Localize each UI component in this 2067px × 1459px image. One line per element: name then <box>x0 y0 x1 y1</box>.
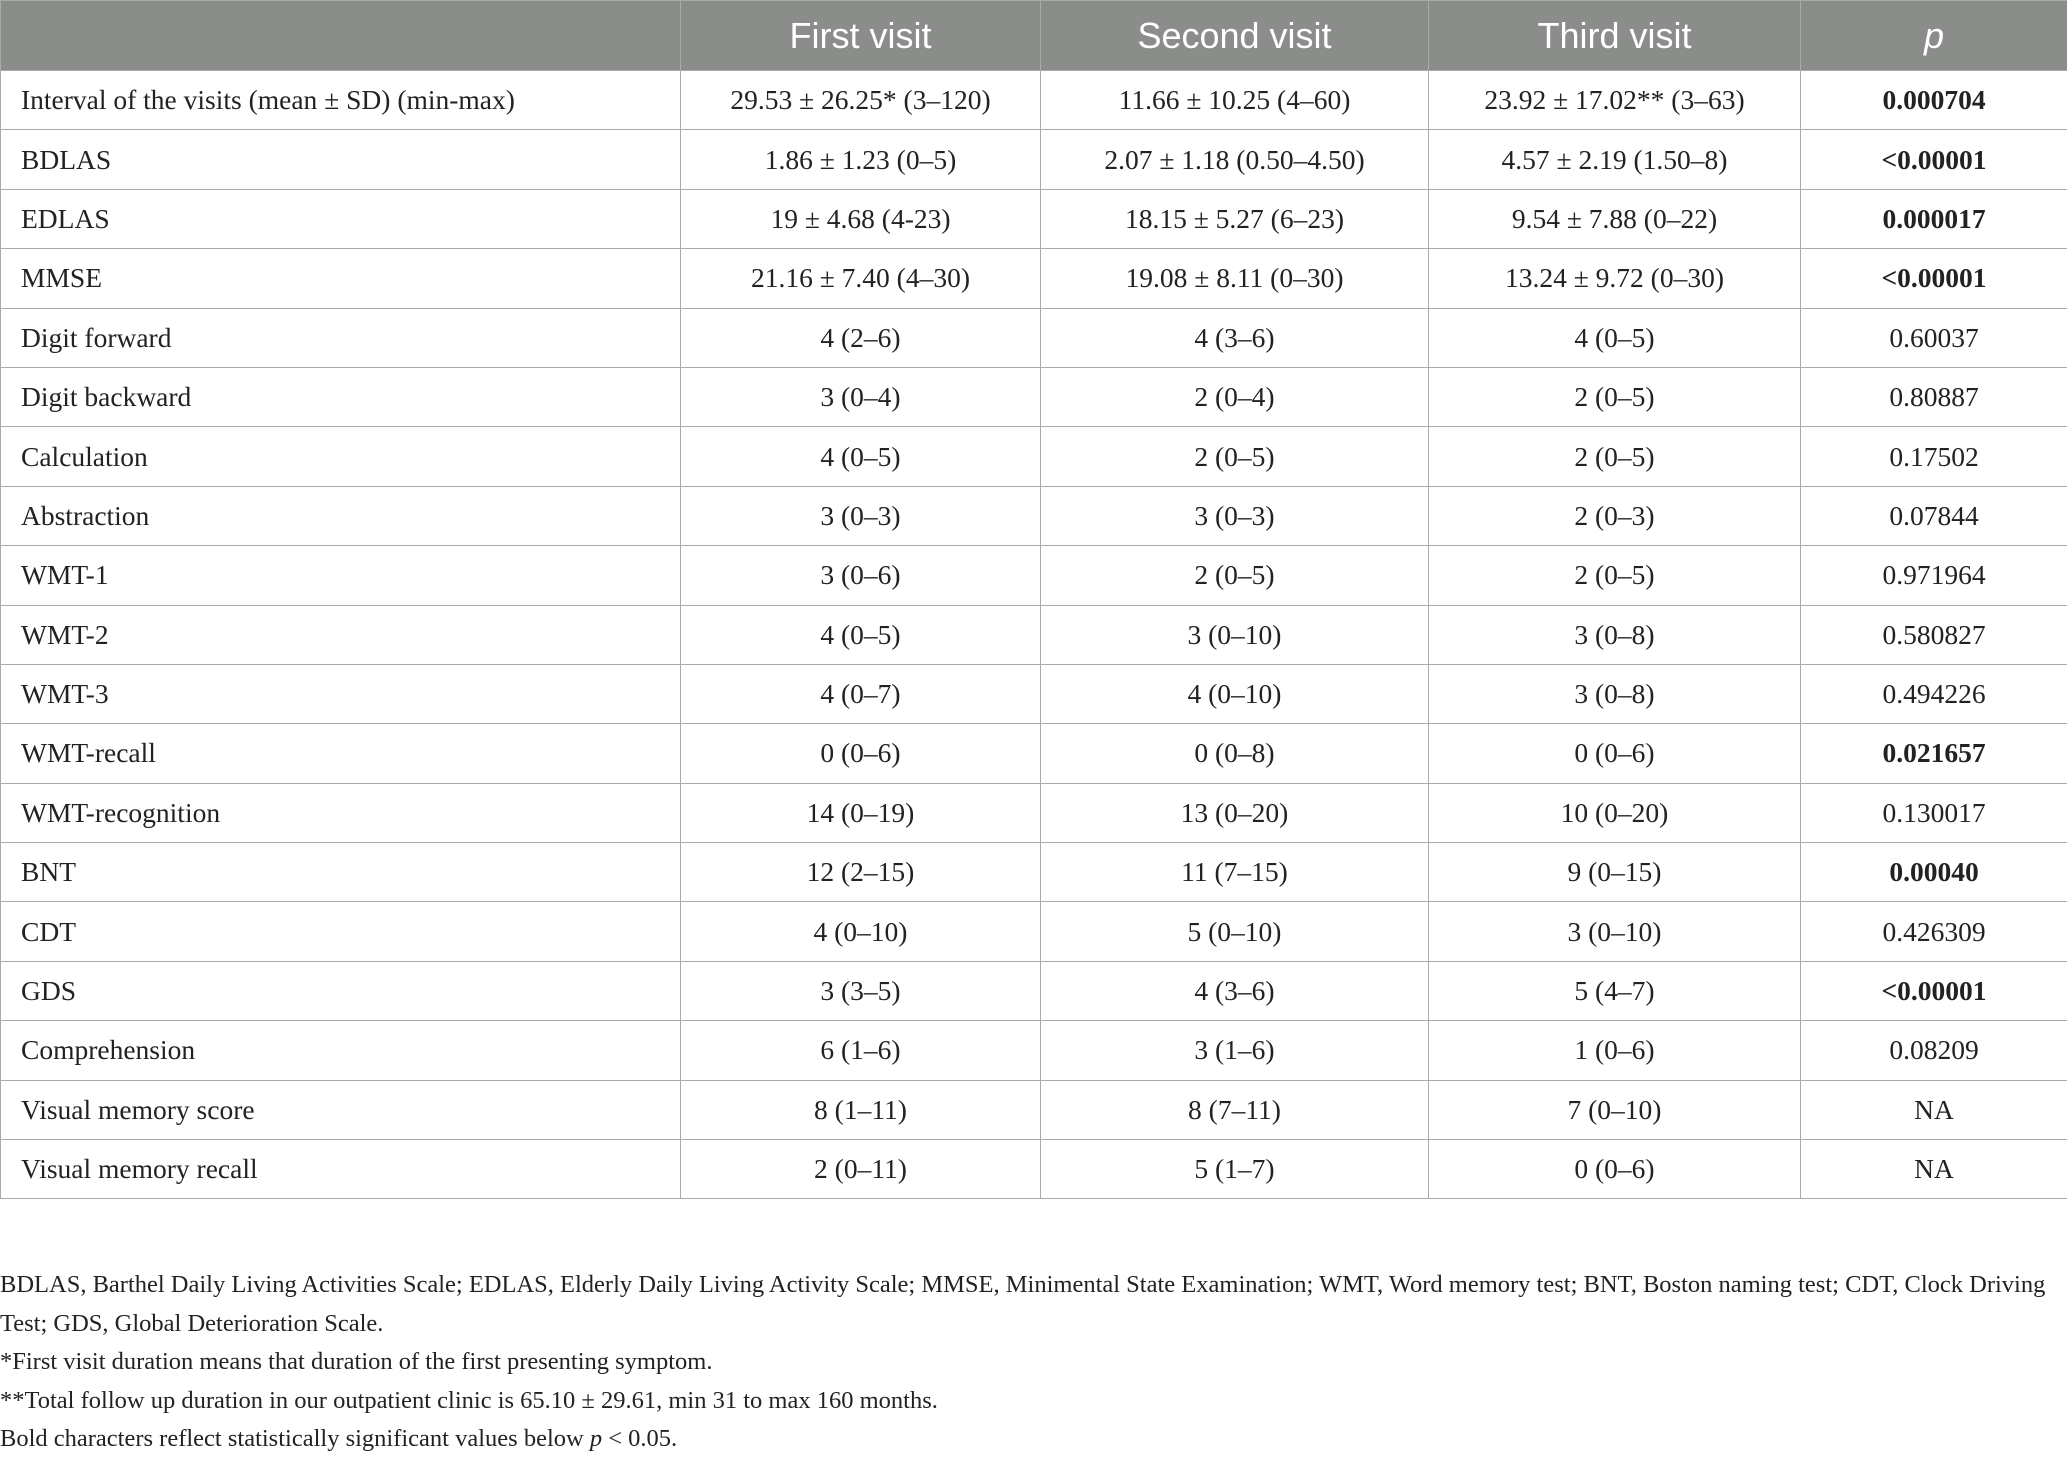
cell-first-visit: 6 (1–6) <box>681 1021 1041 1080</box>
cell-first-visit: 1.86 ± 1.23 (0–5) <box>681 130 1041 189</box>
table-row <box>1 1140 2067 1199</box>
header-blank <box>1 1 681 71</box>
cell-second-visit: 11 (7–15) <box>1041 843 1429 902</box>
cell-p-value: 0.494226 <box>1801 664 2067 723</box>
cell-second-visit: 2 (0–5) <box>1041 546 1429 605</box>
table-row <box>1 843 2067 902</box>
cell-third-visit: 3 (0–8) <box>1429 605 1801 664</box>
cell-p-value: 0.07844 <box>1801 486 2067 545</box>
cell-second-visit: 2 (0–5) <box>1041 427 1429 486</box>
row-label: BNT <box>1 843 681 902</box>
cell-second-visit: 4 (0–10) <box>1041 664 1429 723</box>
cell-third-visit: 1 (0–6) <box>1429 1021 1801 1080</box>
footnote-follow-up: **Total follow up duration in our outpatient clinic is 65.10 ± 29.61, min 31 to max 160 months. <box>0 1382 2050 1421</box>
cell-second-visit: 4 (3–6) <box>1041 308 1429 367</box>
cell-third-visit: 23.92 ± 17.02** (3–63) <box>1429 71 1801 130</box>
row-label: GDS <box>1 961 681 1020</box>
cell-first-visit: 19 ± 4.68 (4-23) <box>681 189 1041 248</box>
cell-first-visit: 12 (2–15) <box>681 843 1041 902</box>
cell-second-visit: 3 (0–10) <box>1041 605 1429 664</box>
cell-third-visit: 2 (0–5) <box>1429 367 1801 426</box>
footnote-significance-p: p <box>590 1425 602 1452</box>
row-label: WMT-2 <box>1 605 681 664</box>
header-first-visit: First visit <box>681 1 1041 71</box>
cell-second-visit: 2.07 ± 1.18 (0.50–4.50) <box>1041 130 1429 189</box>
cell-first-visit: 4 (0–5) <box>681 427 1041 486</box>
cell-second-visit: 13 (0–20) <box>1041 783 1429 842</box>
cell-p-value: 0.130017 <box>1801 783 2067 842</box>
footnote-first-visit: *First visit duration means that duration of the first presenting symptom. <box>0 1343 2050 1382</box>
row-label: CDT <box>1 902 681 961</box>
table-row <box>1 783 2067 842</box>
cell-second-visit: 2 (0–4) <box>1041 367 1429 426</box>
row-label: WMT-recall <box>1 724 681 783</box>
cell-first-visit: 3 (0–6) <box>681 546 1041 605</box>
cell-third-visit: 7 (0–10) <box>1429 1080 1801 1139</box>
table-row <box>1 961 2067 1020</box>
cell-first-visit: 4 (0–7) <box>681 664 1041 723</box>
row-label: Abstraction <box>1 486 681 545</box>
cell-p-value: <0.00001 <box>1801 130 2067 189</box>
header-second-visit: Second visit <box>1041 1 1429 71</box>
table-footnotes <box>0 1266 2050 1459</box>
row-label: Calculation <box>1 427 681 486</box>
table-row <box>1 189 2067 248</box>
cell-second-visit: 3 (0–3) <box>1041 486 1429 545</box>
cell-p-value: 0.971964 <box>1801 546 2067 605</box>
footnote-significance-prefix: Bold characters reflect statistically significant values below <box>0 1425 590 1452</box>
cell-third-visit: 0 (0–6) <box>1429 724 1801 783</box>
cell-second-visit: 0 (0–8) <box>1041 724 1429 783</box>
cell-second-visit: 4 (3–6) <box>1041 961 1429 1020</box>
cell-p-value: 0.000704 <box>1801 71 2067 130</box>
row-label: Digit backward <box>1 367 681 426</box>
cell-first-visit: 3 (0–4) <box>681 367 1041 426</box>
cell-first-visit: 8 (1–11) <box>681 1080 1041 1139</box>
row-label: WMT-3 <box>1 664 681 723</box>
cell-p-value: 0.00040 <box>1801 843 2067 902</box>
cell-first-visit: 21.16 ± 7.40 (4–30) <box>681 249 1041 308</box>
cell-third-visit: 2 (0–3) <box>1429 486 1801 545</box>
table-row <box>1 308 2067 367</box>
table-row <box>1 724 2067 783</box>
cell-third-visit: 10 (0–20) <box>1429 783 1801 842</box>
row-label: BDLAS <box>1 130 681 189</box>
row-label: MMSE <box>1 249 681 308</box>
row-label: Visual memory score <box>1 1080 681 1139</box>
cell-second-visit: 11.66 ± 10.25 (4–60) <box>1041 71 1429 130</box>
cell-p-value: 0.000017 <box>1801 189 2067 248</box>
table-row <box>1 71 2067 130</box>
cell-third-visit: 13.24 ± 9.72 (0–30) <box>1429 249 1801 308</box>
table-row <box>1 486 2067 545</box>
cell-second-visit: 3 (1–6) <box>1041 1021 1429 1080</box>
cell-third-visit: 4 (0–5) <box>1429 308 1801 367</box>
footnote-abbreviations: BDLAS, Barthel Daily Living Activities Scale; EDLAS, Elderly Daily Living Activity Scale; MMSE, Minimental State Examination; WMT, Word memory test; BNT, Boston naming test; CDT, Clock Driving Test; GDS, Global Deterioration Scale. <box>0 1266 2050 1343</box>
table-row <box>1 1021 2067 1080</box>
cell-third-visit: 3 (0–10) <box>1429 902 1801 961</box>
cell-p-value: 0.580827 <box>1801 605 2067 664</box>
table-body <box>1 71 2067 1199</box>
cell-first-visit: 29.53 ± 26.25* (3–120) <box>681 71 1041 130</box>
table-row <box>1 664 2067 723</box>
cell-first-visit: 4 (0–10) <box>681 902 1041 961</box>
table-row <box>1 605 2067 664</box>
row-label: Visual memory recall <box>1 1140 681 1199</box>
cell-first-visit: 3 (0–3) <box>681 486 1041 545</box>
cell-first-visit: 0 (0–6) <box>681 724 1041 783</box>
cell-second-visit: 19.08 ± 8.11 (0–30) <box>1041 249 1429 308</box>
row-label: Digit forward <box>1 308 681 367</box>
row-label: Comprehension <box>1 1021 681 1080</box>
cell-third-visit: 0 (0–6) <box>1429 1140 1801 1199</box>
footnote-significance <box>0 1420 2050 1459</box>
row-label: WMT-1 <box>1 546 681 605</box>
cell-second-visit: 8 (7–11) <box>1041 1080 1429 1139</box>
table-header-row <box>1 1 2067 71</box>
cell-first-visit: 3 (3–5) <box>681 961 1041 1020</box>
row-label: EDLAS <box>1 189 681 248</box>
table-row <box>1 1080 2067 1139</box>
cell-second-visit: 18.15 ± 5.27 (6–23) <box>1041 189 1429 248</box>
cell-third-visit: 3 (0–8) <box>1429 664 1801 723</box>
table-row <box>1 902 2067 961</box>
cell-second-visit: 5 (1–7) <box>1041 1140 1429 1199</box>
cell-p-value: 0.17502 <box>1801 427 2067 486</box>
cell-third-visit: 9.54 ± 7.88 (0–22) <box>1429 189 1801 248</box>
cell-p-value: 0.80887 <box>1801 367 2067 426</box>
cell-third-visit: 5 (4–7) <box>1429 961 1801 1020</box>
cell-p-value: 0.60037 <box>1801 308 2067 367</box>
cell-third-visit: 4.57 ± 2.19 (1.50–8) <box>1429 130 1801 189</box>
table-row <box>1 249 2067 308</box>
table-row <box>1 427 2067 486</box>
cell-p-value: 0.08209 <box>1801 1021 2067 1080</box>
header-third-visit: Third visit <box>1429 1 1801 71</box>
cell-p-value: 0.021657 <box>1801 724 2067 783</box>
header-p-value: p <box>1801 1 2067 71</box>
cell-first-visit: 14 (0–19) <box>681 783 1041 842</box>
footnote-significance-suffix: < 0.05. <box>602 1425 677 1452</box>
cell-p-value: <0.00001 <box>1801 961 2067 1020</box>
cell-p-value: NA <box>1801 1080 2067 1139</box>
cell-first-visit: 4 (2–6) <box>681 308 1041 367</box>
cell-p-value: 0.426309 <box>1801 902 2067 961</box>
row-label: Interval of the visits (mean ± SD) (min-max) <box>1 71 681 130</box>
table-row <box>1 546 2067 605</box>
cell-first-visit: 4 (0–5) <box>681 605 1041 664</box>
row-label: WMT-recognition <box>1 783 681 842</box>
cell-third-visit: 2 (0–5) <box>1429 427 1801 486</box>
cell-third-visit: 2 (0–5) <box>1429 546 1801 605</box>
table-row <box>1 130 2067 189</box>
cell-second-visit: 5 (0–10) <box>1041 902 1429 961</box>
cell-p-value: <0.00001 <box>1801 249 2067 308</box>
cell-p-value: NA <box>1801 1140 2067 1199</box>
table-row <box>1 367 2067 426</box>
cell-first-visit: 2 (0–11) <box>681 1140 1041 1199</box>
cell-third-visit: 9 (0–15) <box>1429 843 1801 902</box>
